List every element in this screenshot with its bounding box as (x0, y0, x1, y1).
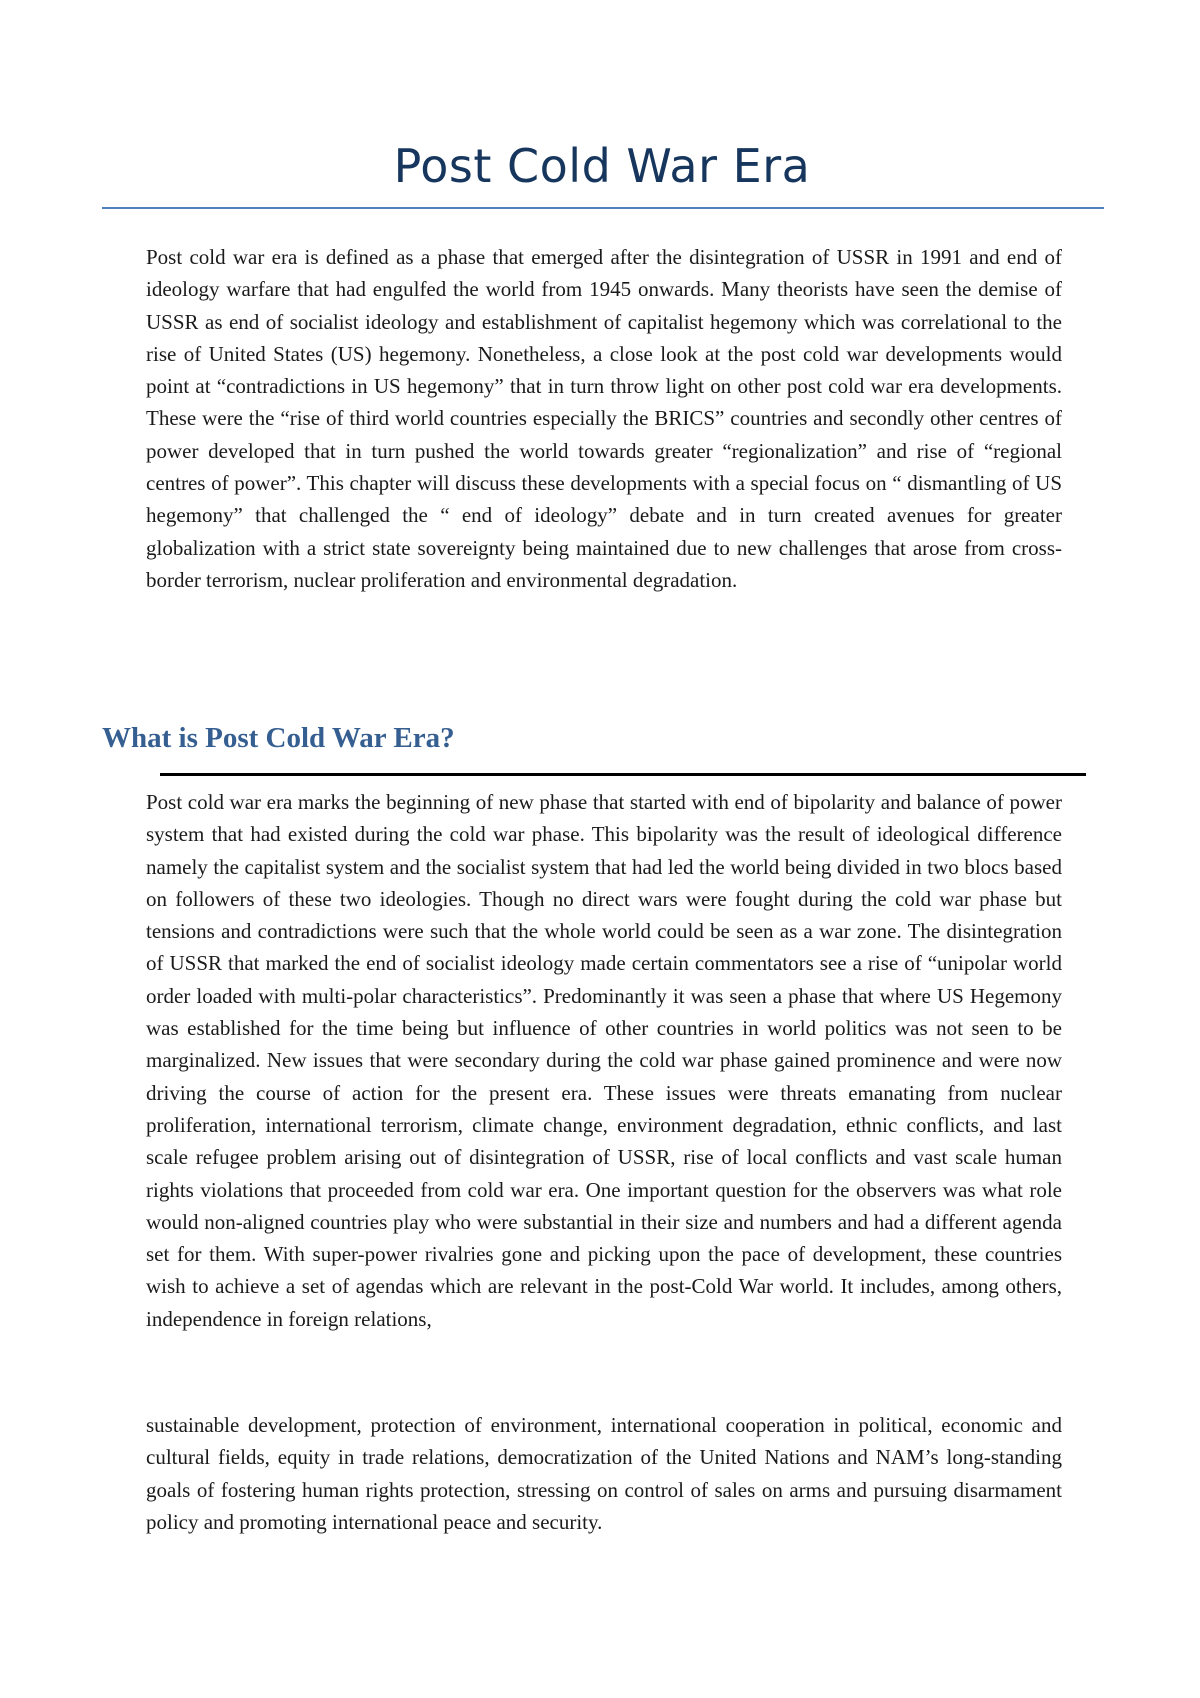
intro-paragraph: Post cold war era is defined as a phase that emerged after the disintegration of USSR in 1991 and end of ideology warfare that had engulfed the world from 1945 onwards. Many theorists have seen the demise of USSR as end of socialist ideology and establishment of capitalist hegemony which was correlational to the rise of United States (US) hegemony. Nonetheless, a close look at the post cold war developments would point at “contradictions in US hegemony” that in turn throw light on other post cold war era developments. These were the “rise of third world countries especially the BRICS” countries and secondly other centres of power developed that in turn pushed the world towards greater “regionalization” and rise of “regional centres of power”. This chapter will discuss these developments with a special focus on “ dismantling of US hegemony” that challenged the “ end of ideology” debate and in turn created avenues for greater globalization with a strict state sovereignty being maintained due to new challenges that arose from cross-border terrorism, nuclear proliferation and environmental degradation. (146, 245, 1062, 592)
section-heading: What is Post Cold War Era? (102, 722, 455, 754)
section-underline (160, 773, 1086, 776)
section-paragraph-1: Post cold war era marks the beginning of new phase that started with end of bipolarity and balance of power system that had existed during the cold war phase. This bipolarity was the result of ideological difference namely the capitalist system and the socialist system that had led the world being divided in two blocs based on followers of these two ideologies. Though no direct wars were fought during the cold war phase but tensions and contradictions were such that the whole world could be seen as a war zone. The disintegration of USSR that marked the end of socialist ideology made certain commentators see a rise of “unipolar world order loaded with multi-polar characteristics”. Predominantly it was seen a phase that where US Hegemony was established for the time being but influence of other countries in world politics was not seen to be marginalized. New issues that were secondary during the cold war phase gained prominence and were now driving the course of action for the present era. These issues were threats emanating from nuclear proliferation, international terrorism, climate change, environment degradation, ethnic conflicts, and last scale refugee problem arising out of disintegration of USSR, rise of local conflicts and vast scale human rights violations that proceeded from cold war era. One important question for the observers was what role would non-aligned countries play who were substantial in their size and numbers and had a different agenda set for them. With super-power rivalries gone and picking upon the pace of development, these countries wish to achieve a set of agendas which are relevant in the post-Cold War world. It includes, among others, independence in foreign relations, (146, 790, 1062, 1331)
document-title: Post Cold War Era (393, 139, 811, 193)
section-paragraph-2: sustainable development, protection of environment, international cooperation in political, economic and cultural fields, equity in trade relations, democratization of the United Nations and NAM’s long-standing goals of fostering human rights protection, stressing on control of sales on arms and pursuing disarmament policy and promoting international peace and security. (146, 1413, 1062, 1534)
title-underline (102, 207, 1104, 209)
